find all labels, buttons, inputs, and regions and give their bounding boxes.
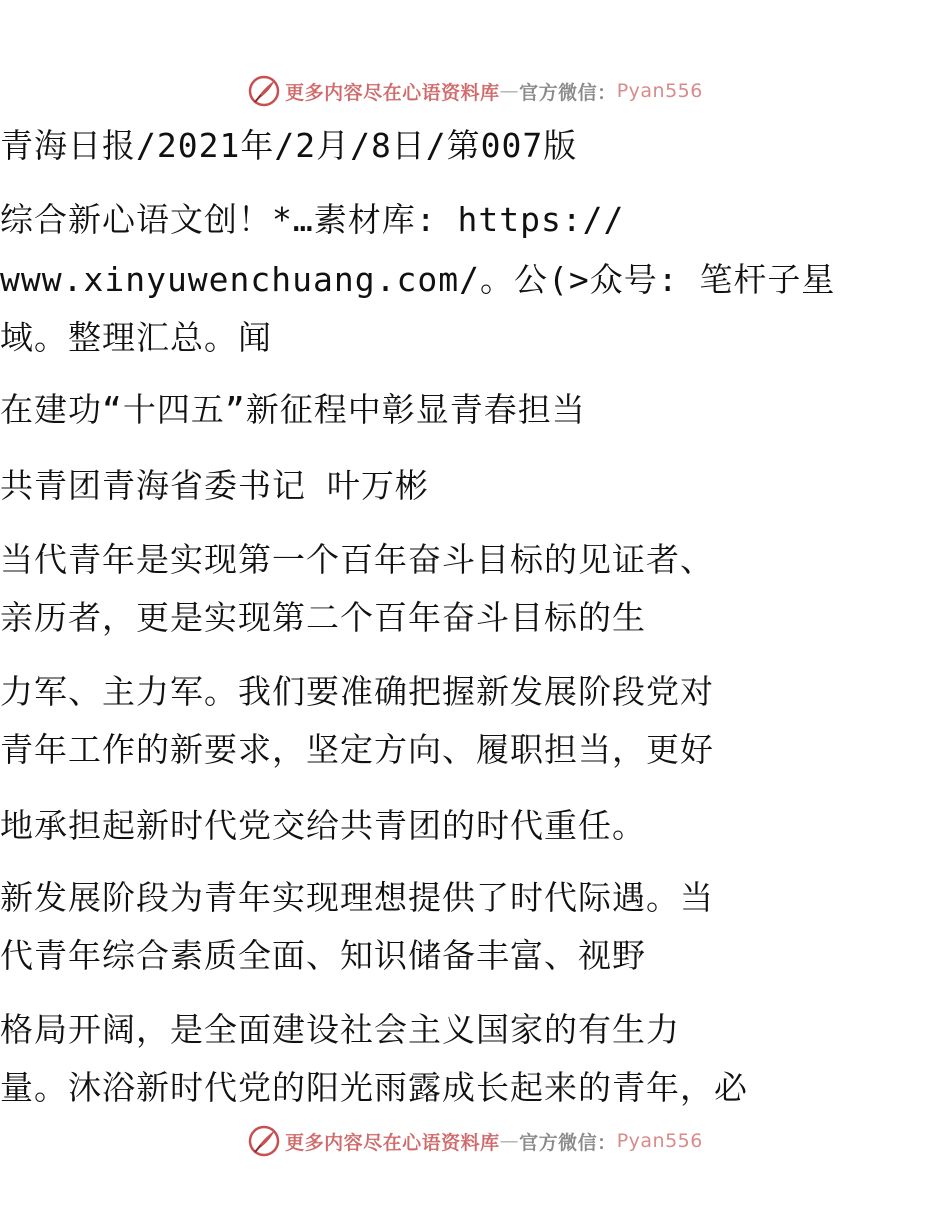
text-line: 当代青年是实现第一个百年奋斗目标的见证者、 bbox=[0, 540, 714, 579]
text-line: 代青年综合素质全面、知识储备丰富、视野 bbox=[0, 936, 646, 975]
footer-watermark bbox=[0, 1124, 950, 1158]
watermark-official-label: 官方微信： bbox=[519, 81, 617, 104]
text-line: www.xinyuwenchuang.com/。公(>众号: 笔杆子星 bbox=[0, 260, 836, 299]
text-line: 青年工作的新要求，坚定方向、履职担当，更好 bbox=[0, 730, 714, 769]
text-line: 亲历者，更是实现第二个百年奋斗目标的生 bbox=[0, 598, 646, 637]
text-line: 域。整理汇总。闻 bbox=[0, 318, 272, 357]
watermark-wechat-id: Pyan556 bbox=[616, 80, 703, 102]
feather-logo-icon bbox=[247, 74, 281, 108]
header-watermark bbox=[0, 74, 950, 108]
text-line: 格局开阔，是全面建设社会主义国家的有生力 bbox=[0, 1010, 680, 1049]
watermark-wechat-id: Pyan556 bbox=[616, 1130, 703, 1152]
watermark-text: 更多内容尽在心语资料库 bbox=[285, 81, 500, 104]
text-line: 青海日报/2021年/2月/8日/第007版 bbox=[0, 126, 578, 165]
watermark-dash: — bbox=[499, 80, 520, 102]
feather-logo-icon bbox=[247, 1124, 281, 1158]
article-title: 在建功“十四五”新征程中彰显青春担当 bbox=[0, 390, 586, 429]
text-line: 新发展阶段为青年实现理想提供了时代际遇。当 bbox=[0, 878, 714, 917]
watermark-official-label: 官方微信： bbox=[519, 1131, 617, 1154]
watermark-dash: — bbox=[499, 1130, 520, 1152]
text-line: 力军、主力军。我们要准确把握新发展阶段党对 bbox=[0, 672, 714, 711]
watermark-text: 更多内容尽在心语资料库 bbox=[285, 1131, 500, 1154]
article-author: 共青团青海省委书记 叶万彬 bbox=[0, 466, 429, 505]
text-line: 量。沐浴新时代党的阳光雨露成长起来的青年，必 bbox=[0, 1068, 748, 1107]
text-line: 综合新心语文创！*…素材库: https:// bbox=[0, 200, 625, 239]
text-line: 地承担起新时代党交给共青团的时代重任。 bbox=[0, 806, 646, 845]
